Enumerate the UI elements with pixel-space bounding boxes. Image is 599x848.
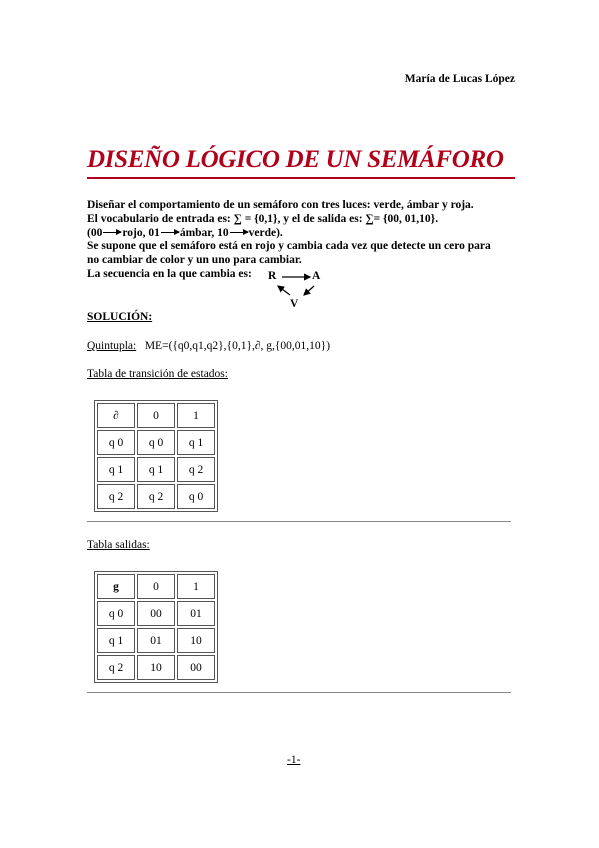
intro-line-6: La secuencia en la que cambia es: [87, 267, 252, 280]
page-number: -1- [287, 754, 301, 766]
table-cell: q 2 [97, 655, 135, 680]
table-cell: 00 [177, 655, 215, 680]
table-cell: q 1 [97, 628, 135, 653]
table-row [97, 484, 215, 509]
quintuple-label: Quintupla: [87, 340, 137, 352]
arrow-right-icon [161, 232, 179, 233]
table-cell: q 0 [137, 430, 175, 455]
sequence-diagram [268, 268, 328, 313]
table-cell: q 2 [177, 457, 215, 482]
divider [87, 521, 511, 522]
table-cell: q 1 [137, 457, 175, 482]
table-row [97, 628, 215, 653]
table-cell: q 2 [137, 484, 175, 509]
intro-line-1: Diseñar el comportamiento de un semáforo con tres luces: verde, ámbar y roja. [87, 199, 474, 211]
transition-table [94, 400, 218, 512]
intro-line-3-a: (00 [87, 226, 103, 239]
solution-heading: SOLUCIÓN: [87, 311, 153, 323]
table-cell: 0 [137, 574, 175, 599]
sequence-arrows-icon [268, 268, 328, 313]
intro-line-3-d: verde). [248, 226, 283, 239]
table-cell: q 1 [97, 457, 135, 482]
intro-line-2: El vocabulario de entrada es: ∑ = {0,1}, y el de salida es: ∑= {00, 01,10}. [87, 212, 439, 225]
table-cell: q 0 [97, 430, 135, 455]
table-cell: 01 [177, 601, 215, 626]
table-cell: q 0 [97, 601, 135, 626]
table-row [97, 655, 215, 680]
intro-line-3 [87, 227, 517, 241]
table-cell: g [97, 574, 135, 599]
table-cell: ∂ [97, 403, 135, 428]
state-a-label: A [312, 270, 321, 282]
table-cell: 00 [137, 601, 175, 626]
divider [87, 692, 511, 693]
transition-table-caption: Tabla de transición de estados: [87, 368, 228, 380]
table-cell: q 0 [177, 484, 215, 509]
table-cell: 1 [177, 574, 215, 599]
state-v-label: V [290, 298, 299, 310]
intro-line-4: Se supone que el semáforo está en rojo y cambia cada vez que detecte un cero para [87, 240, 491, 253]
table-cell: 10 [137, 655, 175, 680]
table-header-row [97, 574, 215, 599]
table-cell: 0 [137, 403, 175, 428]
intro-line-3-b: rojo, 01 [122, 226, 160, 239]
intro-line-5: no cambiar de color y un uno para cambiar. [87, 254, 302, 267]
arrow-right-icon [103, 232, 121, 233]
table-row [97, 601, 215, 626]
arrow-right-icon [230, 232, 248, 233]
table-row [97, 430, 215, 455]
table-cell: q 2 [97, 484, 135, 509]
author-name: María de Lucas López [404, 73, 515, 85]
output-table [94, 571, 218, 683]
quintuple [87, 340, 330, 352]
quintuple-value: ME=({q0,q1,q2},{0,1},∂, g,{00,01,10}) [144, 340, 331, 352]
table-header-row [97, 403, 215, 428]
state-r-label: R [268, 270, 277, 282]
table-cell: 10 [177, 628, 215, 653]
table-cell: 1 [177, 403, 215, 428]
title-underline [87, 177, 515, 179]
page-title: DISEÑO LÓGICO DE UN SEMÁFORO [87, 146, 504, 173]
table-row [97, 457, 215, 482]
table-cell: q 1 [177, 430, 215, 455]
table-cell: 01 [137, 628, 175, 653]
intro-line-3-c: ámbar, 10 [179, 226, 229, 239]
output-table-caption: Tabla salidas: [87, 539, 150, 551]
